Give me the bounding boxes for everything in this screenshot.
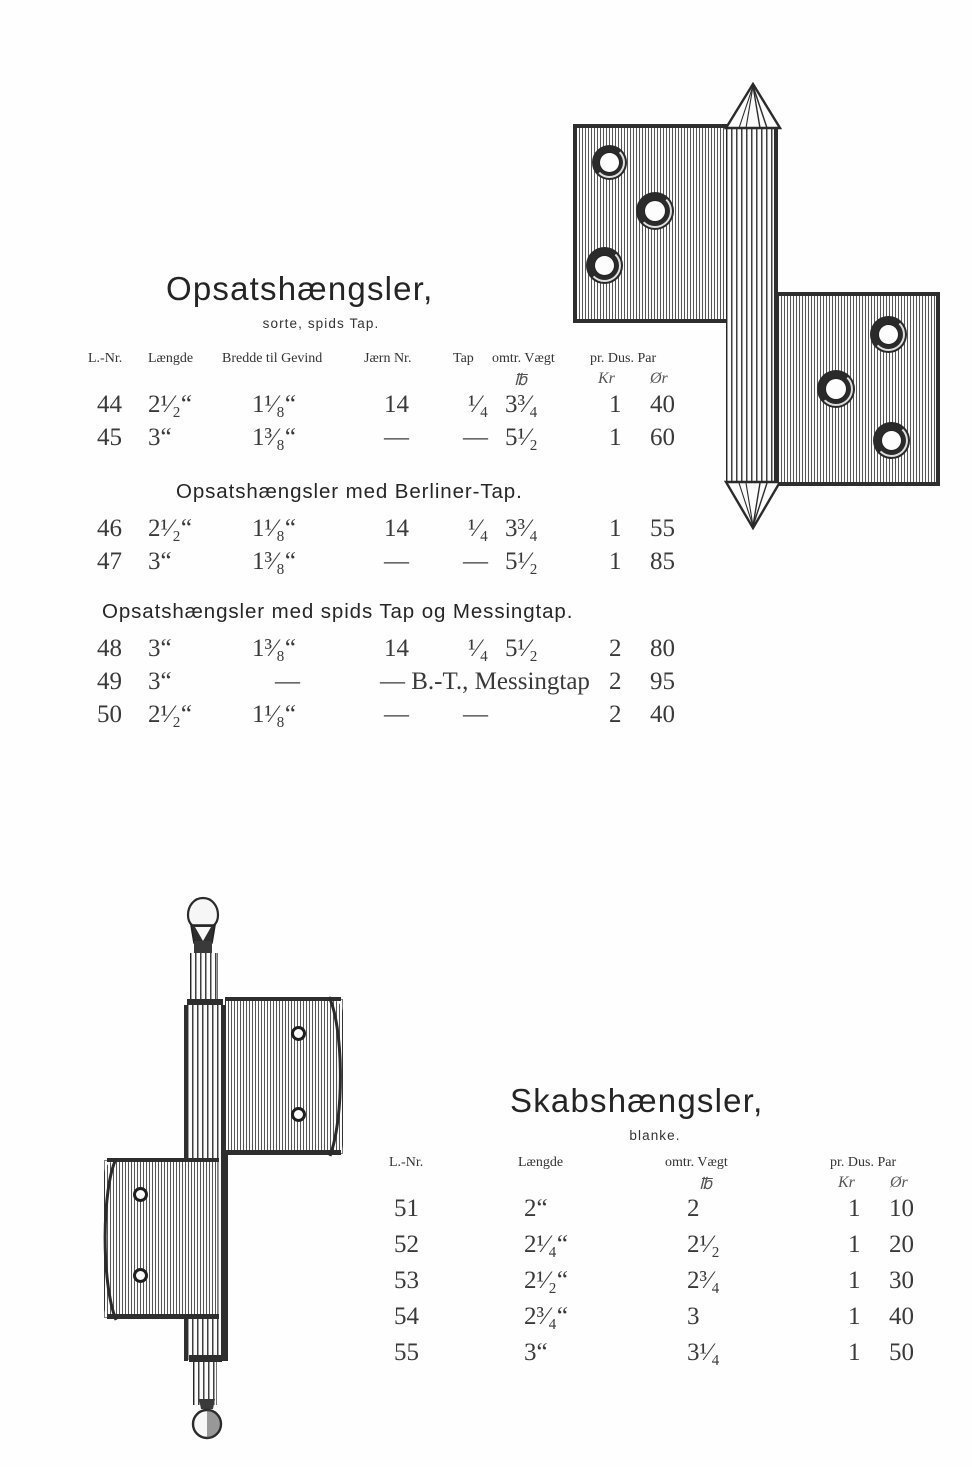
skabs-upper-leaf xyxy=(225,999,343,1154)
cell-nr: 44 xyxy=(97,391,122,418)
table-row xyxy=(0,1340,960,1372)
cell-bredde: 1³⁄₈“ xyxy=(252,548,296,575)
table-row xyxy=(0,636,700,668)
skabs-upper-leaf-top-edge xyxy=(225,997,341,1001)
colhead-skabs-l-nr: L.-Nr. xyxy=(389,1155,424,1170)
screw-hole-6 xyxy=(873,422,910,459)
section-heading-messingtap: Opsatshængsler med spids Tap og Messingtap. xyxy=(102,600,574,623)
cell-kr: 1 xyxy=(609,548,622,575)
cell-oer: 40 xyxy=(650,391,675,418)
hinge-lower-leaf-bottom-edge xyxy=(778,482,940,486)
cell-laengde: 2¹⁄₂“ xyxy=(148,515,192,542)
cell-nr: 49 xyxy=(97,668,122,695)
cell-tap: ¹⁄₄ xyxy=(468,635,489,662)
hinge-pin-barrel xyxy=(726,126,778,481)
skabs-screw-hole-1 xyxy=(291,1026,306,1041)
screw-hole-5 xyxy=(817,370,855,408)
unit-skabs-oere: Ør xyxy=(890,1174,908,1191)
cell-tap: — xyxy=(463,548,488,575)
cell-vaegt: 3³⁄₄ xyxy=(505,391,538,418)
cell-kr: 2 xyxy=(609,701,622,728)
cell-tap: — xyxy=(463,424,488,451)
screw-hole-1 xyxy=(592,145,627,180)
cell-oer: 80 xyxy=(650,635,675,662)
cell-jaern: 14 xyxy=(384,635,409,662)
table-row xyxy=(0,1268,960,1300)
cell-laengde: 2¹⁄₂“ xyxy=(148,701,192,728)
cell-nr: 47 xyxy=(97,548,122,575)
cell-vaegt: 5¹⁄₂ xyxy=(505,635,538,662)
colhead-tap: Tap xyxy=(453,351,474,366)
cell-vaegt: 2³⁄₄ xyxy=(687,1267,720,1294)
cell-kr: 1 xyxy=(848,1303,861,1330)
cell-jaern: — xyxy=(384,701,409,728)
cell-laengde: 3“ xyxy=(148,668,172,695)
screw-hole-3 xyxy=(586,247,623,284)
cell-jaern: 14 xyxy=(384,391,409,418)
spids-tap-bottom-icon xyxy=(722,478,784,530)
colhead-pr-dus-par: pr. Dus. Par xyxy=(590,351,657,366)
cell-laengde: 2¹⁄₄“ xyxy=(524,1231,568,1258)
table-row xyxy=(0,669,700,701)
cell-note-messingtap: — B.-T., Messingtap xyxy=(380,668,590,695)
hinge-upper-leaf-left-edge xyxy=(573,126,577,323)
cell-laengde: 3“ xyxy=(148,424,172,451)
cell-vaegt: 3³⁄₄ xyxy=(505,515,538,542)
pin-shaft-upper xyxy=(190,953,218,1005)
hinge-upper-leaf-bottom-edge xyxy=(573,319,731,323)
cell-nr: 53 xyxy=(394,1267,419,1294)
cell-oer: 50 xyxy=(889,1339,914,1366)
cell-kr: 1 xyxy=(609,391,622,418)
screw-hole-4 xyxy=(870,316,907,353)
unit-kroner: Kr xyxy=(598,370,615,387)
colhead-l-nr: L.-Nr. xyxy=(88,351,123,366)
cell-kr: 1 xyxy=(609,424,622,451)
cell-kr: 2 xyxy=(609,635,622,662)
cell-vaegt: 5¹⁄₂ xyxy=(505,548,538,575)
cell-vaegt: 2¹⁄₂ xyxy=(687,1231,720,1258)
cell-nr: 55 xyxy=(394,1339,419,1366)
skabs-lower-leaf-top-edge xyxy=(107,1158,219,1162)
cell-nr: 46 xyxy=(97,515,122,542)
colhead-skabs-pr-dus-par: pr. Dus. Par xyxy=(830,1155,897,1170)
colhead-jaern-nr: Jærn Nr. xyxy=(364,351,412,366)
ball-finial-icon xyxy=(187,1397,227,1441)
cell-jaern: — xyxy=(384,424,409,451)
table-row xyxy=(0,1232,960,1264)
hinge-lower-leaf-right-edge xyxy=(936,294,940,486)
skabs-screw-hole-2 xyxy=(291,1107,306,1122)
cell-bredde: — xyxy=(275,668,300,695)
skabs-upper-leaf-right-edge xyxy=(327,995,349,1159)
cell-oer: 40 xyxy=(889,1303,914,1330)
hinge-lower-leaf-top-edge xyxy=(778,292,940,296)
cell-oer: 85 xyxy=(650,548,675,575)
cell-laengde: 2¹⁄₂“ xyxy=(148,391,192,418)
cell-oer: 20 xyxy=(889,1231,914,1258)
cell-kr: 1 xyxy=(609,515,622,542)
unit-pund: ℔ xyxy=(514,372,528,389)
cell-oer: 60 xyxy=(650,424,675,451)
cell-laengde: 2¹⁄₂“ xyxy=(524,1267,568,1294)
cell-oer: 30 xyxy=(889,1267,914,1294)
cell-oer: 10 xyxy=(889,1195,914,1222)
spids-tap-top-icon xyxy=(722,82,784,132)
table-row xyxy=(0,702,700,734)
table-row xyxy=(0,549,700,581)
cell-jaern: — xyxy=(384,548,409,575)
cell-nr: 54 xyxy=(394,1303,419,1330)
cell-vaegt: 3 xyxy=(687,1303,700,1330)
acorn-finial-icon xyxy=(181,895,225,957)
table-row xyxy=(0,1196,960,1228)
cell-nr: 45 xyxy=(97,424,122,451)
cell-kr: 2 xyxy=(609,668,622,695)
cell-vaegt: 3¹⁄₄ xyxy=(687,1339,720,1366)
cell-bredde: 1³⁄₈“ xyxy=(252,635,296,662)
cell-laengde: 2“ xyxy=(524,1195,548,1222)
cell-vaegt: 2 xyxy=(687,1195,700,1222)
colhead-laengde: Længde xyxy=(148,351,194,366)
cell-nr: 51 xyxy=(394,1195,419,1222)
section-heading-berliner-tap: Opsatshængsler med Berliner-Tap. xyxy=(176,480,523,503)
subtitle-sorte-spids-tap: sorte, spids Tap. xyxy=(262,316,380,331)
cell-vaegt: 5¹⁄₂ xyxy=(505,424,538,451)
cell-nr: 48 xyxy=(97,635,122,662)
cell-bredde: 1¹⁄₈“ xyxy=(252,701,296,728)
unit-skabs-kroner: Kr xyxy=(838,1174,855,1191)
cell-kr: 1 xyxy=(848,1231,861,1258)
cell-tap: ¹⁄₄ xyxy=(468,515,489,542)
hinge-upper-leaf-top-edge xyxy=(573,124,729,128)
colhead-skabs-laengde: Længde xyxy=(518,1155,564,1170)
page-title-opsatshaengsler: Opsatshængsler, xyxy=(166,270,434,307)
screw-hole-2 xyxy=(636,192,674,230)
cell-kr: 1 xyxy=(848,1267,861,1294)
cell-oer: 55 xyxy=(650,515,675,542)
cell-laengde: 3“ xyxy=(148,635,172,662)
hinge-lower-leaf xyxy=(778,294,938,484)
cell-nr: 50 xyxy=(97,701,122,728)
subtitle-blanke: blanke. xyxy=(629,1128,681,1143)
cell-bredde: 1³⁄₈“ xyxy=(252,424,296,451)
colhead-skabs-vaegt: omtr. Vægt xyxy=(665,1155,728,1170)
skabs-upper-leaf-bottom-edge xyxy=(225,1150,341,1155)
colhead-vaegt: omtr. Vægt xyxy=(492,351,555,366)
opsatshaengsel-engraving xyxy=(540,82,960,562)
cell-oer: 95 xyxy=(650,668,675,695)
cell-laengde: 3“ xyxy=(148,548,172,575)
cell-tap: — xyxy=(463,701,488,728)
table-row xyxy=(0,516,700,548)
cell-nr: 52 xyxy=(394,1231,419,1258)
cell-jaern: 14 xyxy=(384,515,409,542)
unit-oere: Ør xyxy=(650,370,668,387)
table-row xyxy=(0,392,700,424)
cell-laengde: 3“ xyxy=(524,1339,548,1366)
colhead-bredde: Bredde til Gevind xyxy=(222,351,323,366)
cell-laengde: 2³⁄₄“ xyxy=(524,1303,568,1330)
table-row xyxy=(0,425,700,457)
page-title-skabshaengsler: Skabshængsler, xyxy=(510,1082,764,1119)
cell-bredde: 1¹⁄₈“ xyxy=(252,391,296,418)
table-row xyxy=(0,1304,960,1336)
unit-skabs-pund: ℔ xyxy=(699,1176,713,1193)
cell-bredde: 1¹⁄₈“ xyxy=(252,515,296,542)
cell-tap: ¹⁄₄ xyxy=(468,391,489,418)
cell-kr: 1 xyxy=(848,1195,861,1222)
cell-kr: 1 xyxy=(848,1339,861,1366)
cell-oer: 40 xyxy=(650,701,675,728)
